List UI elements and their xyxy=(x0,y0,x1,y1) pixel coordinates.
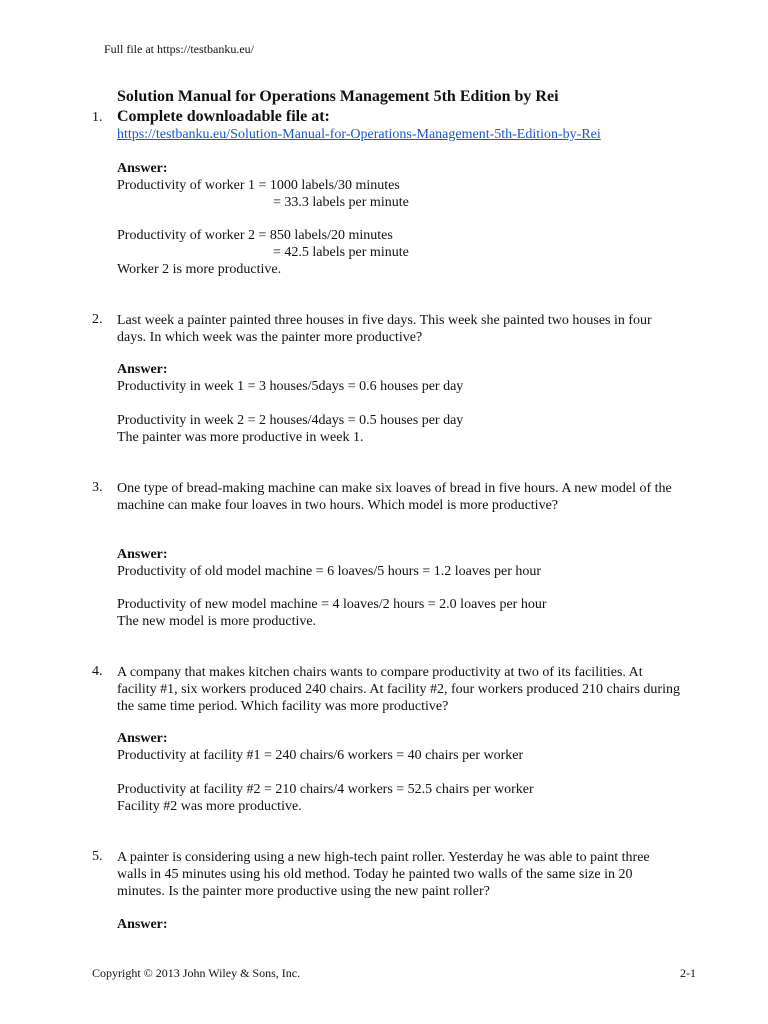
footer-copyright: Copyright © 2013 John Wiley & Sons, Inc. xyxy=(92,966,301,980)
download-subtitle: Complete downloadable file at: xyxy=(117,108,330,125)
question-4-number: 4. xyxy=(92,664,103,679)
q1-line-2: = 33.3 labels per minute xyxy=(273,195,409,210)
download-link[interactable]: https://testbanku.eu/Solution-Manual-for-Operations-Management-5th-Edition-by-Rei xyxy=(117,127,601,142)
q4-line-3: Facility #2 was more productive. xyxy=(117,799,302,814)
question-5-number: 5. xyxy=(92,849,103,864)
q5-answer-label: Answer: xyxy=(117,917,168,932)
q4-line-1: Productivity at facility #1 = 240 chairs/6 workers = 40 chairs per worker xyxy=(117,748,524,763)
q2-line-1: Productivity in week 1 = 3 houses/5days = 0.6 houses per day xyxy=(117,379,464,394)
document-title: Solution Manual for Operations Management 5th Edition by Rei xyxy=(117,88,559,105)
header-note: Full file at https://testbanku.eu/ xyxy=(104,42,254,56)
q2-line-2: Productivity in week 2 = 2 houses/4days = 0.5 houses per day xyxy=(117,413,464,428)
question-4 xyxy=(92,664,682,715)
question-2-text: Last week a painter painted three houses in five days. This week she painted two houses in four days. In which week was the painter more productive? xyxy=(117,313,652,345)
q1-line-5: Worker 2 is more productive. xyxy=(117,262,282,277)
question-5-text: A painter is considering using a new high-tech paint roller. Yesterday he was able to paint three walls in 45 minutes using his old method. Today he painted two walls of the same size in 20 minutes. Is the painter more productive using the new paint roller? xyxy=(117,850,650,899)
question-1-number: 1. xyxy=(92,110,103,125)
question-3 xyxy=(92,480,682,514)
q3-line-1: Productivity of old model machine = 6 loaves/5 hours = 1.2 loaves per hour xyxy=(117,564,542,579)
question-5 xyxy=(92,849,682,900)
question-2 xyxy=(92,312,682,346)
q3-answer-label: Answer: xyxy=(117,547,168,562)
q4-answer-label: Answer: xyxy=(117,731,168,746)
question-2-number: 2. xyxy=(92,312,103,327)
question-3-text: One type of bread-making machine can make six loaves of bread in five hours. A new model of the machine can make four loaves in two hours. Which model is more productive? xyxy=(117,481,672,513)
q4-line-2: Productivity at facility #2 = 210 chairs/4 workers = 52.5 chairs per worker xyxy=(117,782,534,797)
question-4-text: A company that makes kitchen chairs wants to compare productivity at two of its facilities. At facility #1, six workers produced 240 chairs. At facility #2, four workers produced 210 chairs during the same time period. Which facility was more productive? xyxy=(117,665,680,714)
q2-line-3: The painter was more productive in week 1. xyxy=(117,430,364,445)
q3-line-3: The new model is more productive. xyxy=(117,614,317,629)
q3-line-2: Productivity of new model machine = 4 loaves/2 hours = 2.0 loaves per hour xyxy=(117,597,547,612)
q1-answer-label: Answer: xyxy=(117,161,168,176)
q2-answer-label: Answer: xyxy=(117,362,168,377)
q1-line-3: Productivity of worker 2 = 850 labels/20 minutes xyxy=(117,228,393,243)
footer-page-number: 2-1 xyxy=(680,966,696,980)
question-3-number: 3. xyxy=(92,480,103,495)
q1-line-4: = 42.5 labels per minute xyxy=(273,245,409,260)
q1-line-1: Productivity of worker 1 = 1000 labels/30 minutes xyxy=(117,178,400,193)
